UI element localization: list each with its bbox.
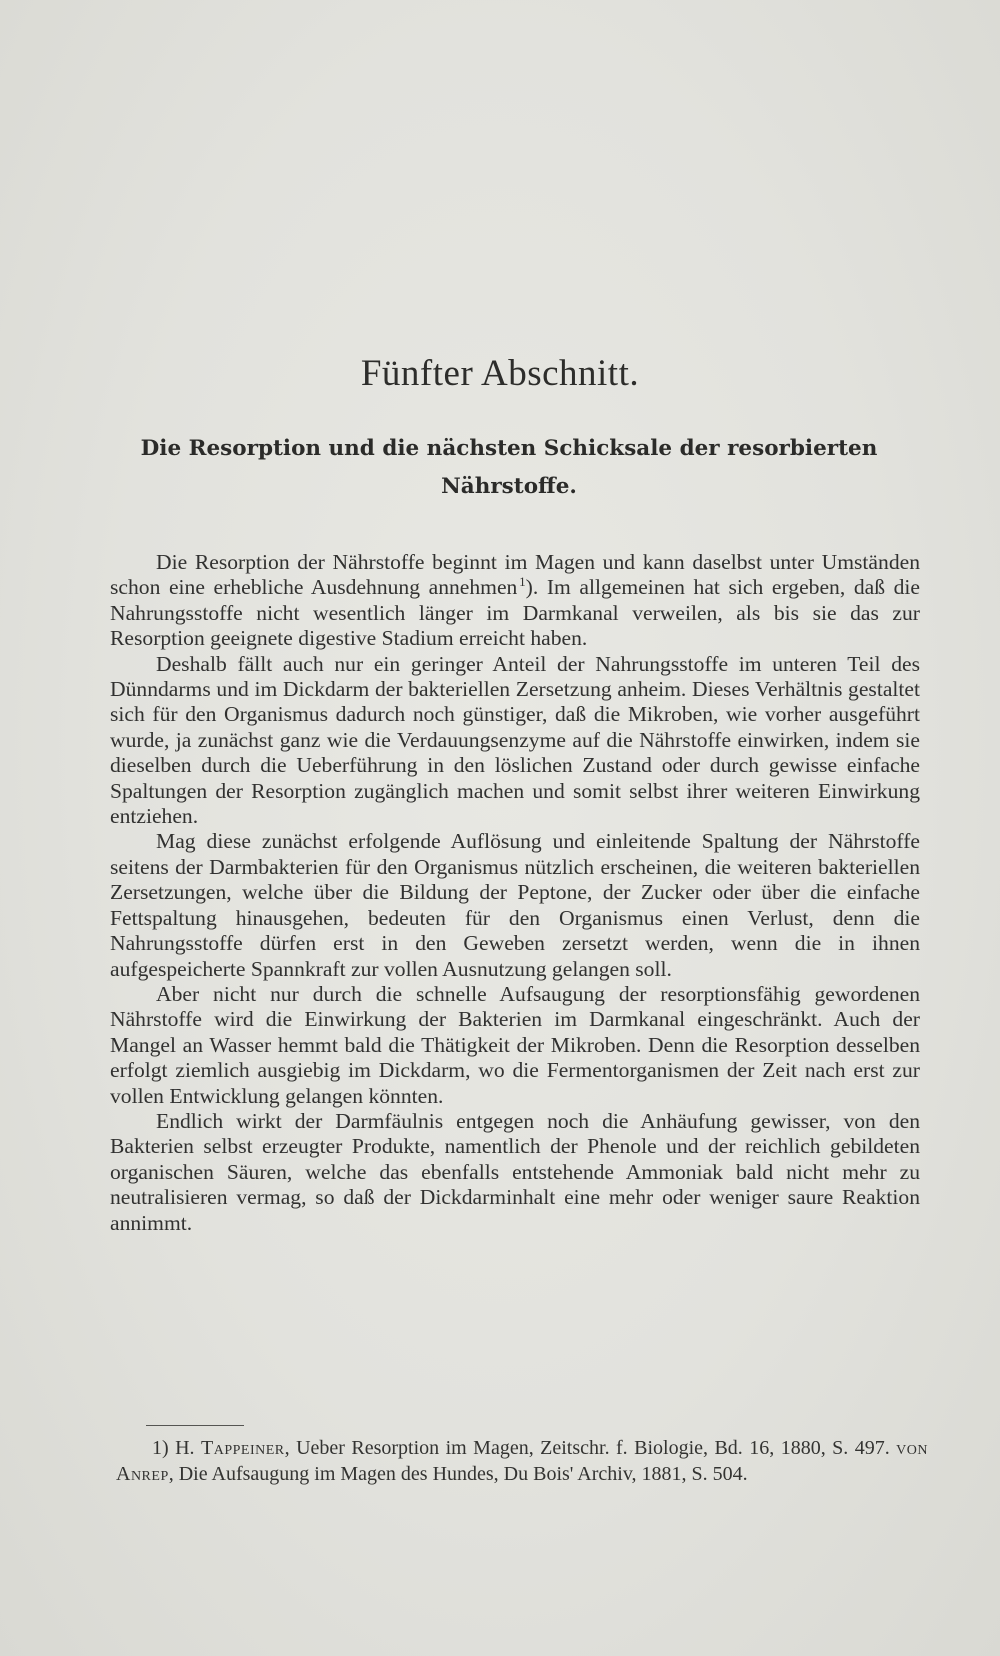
body-text <box>110 550 920 1236</box>
paragraph-2: Deshalb fällt auch nur ein geringer Anteil der Nahrungsstoffe im unteren Teil des Dünndarms und im Dickdarm der bakteriellen Zersetzung anheim. Dieses Verhältnis gestaltet sich für den Organismus dadurch noch günstiger, daß die Mikroben, wie vorher ausgeführt wurde, ja zunächst ganz wie die Verdauungsenzyme auf die Nährstoffe einwirken, indem sie dieselben durch die Ueberführung in den löslichen Zustand oder durch gewisse einfache Spaltungen der Resorption zugänglich machen und somit selbst ihrer weiteren Einwirkung entziehen. <box>110 651 920 829</box>
footnote-divider <box>146 1425 244 1426</box>
paragraph-5: Endlich wirkt der Darmfäulnis entgegen noch die Anhäufung gewisser, von den Bakterien selbst erzeugter Produkte, namentlich der Phenole und der reichlich gebildeten organischen Säuren, welche das ebenfalls entstehende Ammoniak bald nicht mehr zu neutralisieren vermag, so daß der Dickdarminhalt eine mehr oder weniger saure Reaktion annimmt. <box>110 1108 920 1235</box>
footnote-1 <box>116 1435 928 1487</box>
footnote-author-2: von Anrep <box>116 1437 929 1485</box>
paragraph-1-text-start: Die Resorption der Nährstoffe beginnt im Magen und kann daselbst unter Umständen schon eine erhebliche Ausdehnung annehmen <box>110 550 920 600</box>
paragraph-1-text-end: ). Im allgemeinen hat sich ergeben, daß die Nahrungsstoffe nicht wesentlich länger im Darmkanal verweilen, als bis sie das zur Resorption geeignete digestive Stadium erreicht haben. <box>110 575 920 651</box>
footnote-reference[interactable]: 1 <box>519 574 526 590</box>
section-heading: Die Resorption und die nächsten Schicksale der resorbierten Nährstoffe. <box>140 436 878 499</box>
footnote-citation-2: , Die Aufsaugung im Magen des Hundes, Du Bois' Archiv, 1881, S. 504. <box>168 1463 748 1485</box>
chapter-title: Fünfter Abschnitt. <box>360 353 640 394</box>
footnotes <box>116 1435 928 1487</box>
footnote-citation-1: , Ueber Resorption im Magen, Zeitschr. f. Biologie, Bd. 16, 1880, S. 497. <box>284 1437 890 1459</box>
footnote-number: 1) H. <box>152 1437 195 1459</box>
paragraph-4: Aber nicht nur durch die schnelle Aufsaugung der resorptionsfähig gewordenen Nährstoffe wird die Einwirkung der Bakterien im Darmkanal eingeschränkt. Auch der Mangel an Wasser hemmt bald die Thätigkeit der Mikroben. Denn die Resorption desselben erfolgt ziemlich ausgiebig im Dickdarm, wo die Fermentorganismen der Zeit nach erst zur vollen Entwicklung gelangen könnten. <box>110 981 920 1108</box>
paragraph-3: Mag diese zunächst erfolgende Auflösung und einleitende Spaltung der Nährstoffe seitens der Darmbakterien für den Organismus nützlich erscheinen, die weiteren bakteriellen Zersetzungen, welche über die Bildung der Peptone, der Zucker oder über die einfache Fettspaltung hinausgehen, bedeuten für den Organismus einen Verlust, denn die Nahrungsstoffe dürfen erst in den Geweben zersetzt werden, wenn die in ihnen aufgespeicherte Spannkraft zur vollen Ausnutzung gelangen soll. <box>110 829 920 981</box>
footnote-author-1: Tappeiner <box>201 1437 285 1459</box>
paragraph-1 <box>110 550 920 652</box>
